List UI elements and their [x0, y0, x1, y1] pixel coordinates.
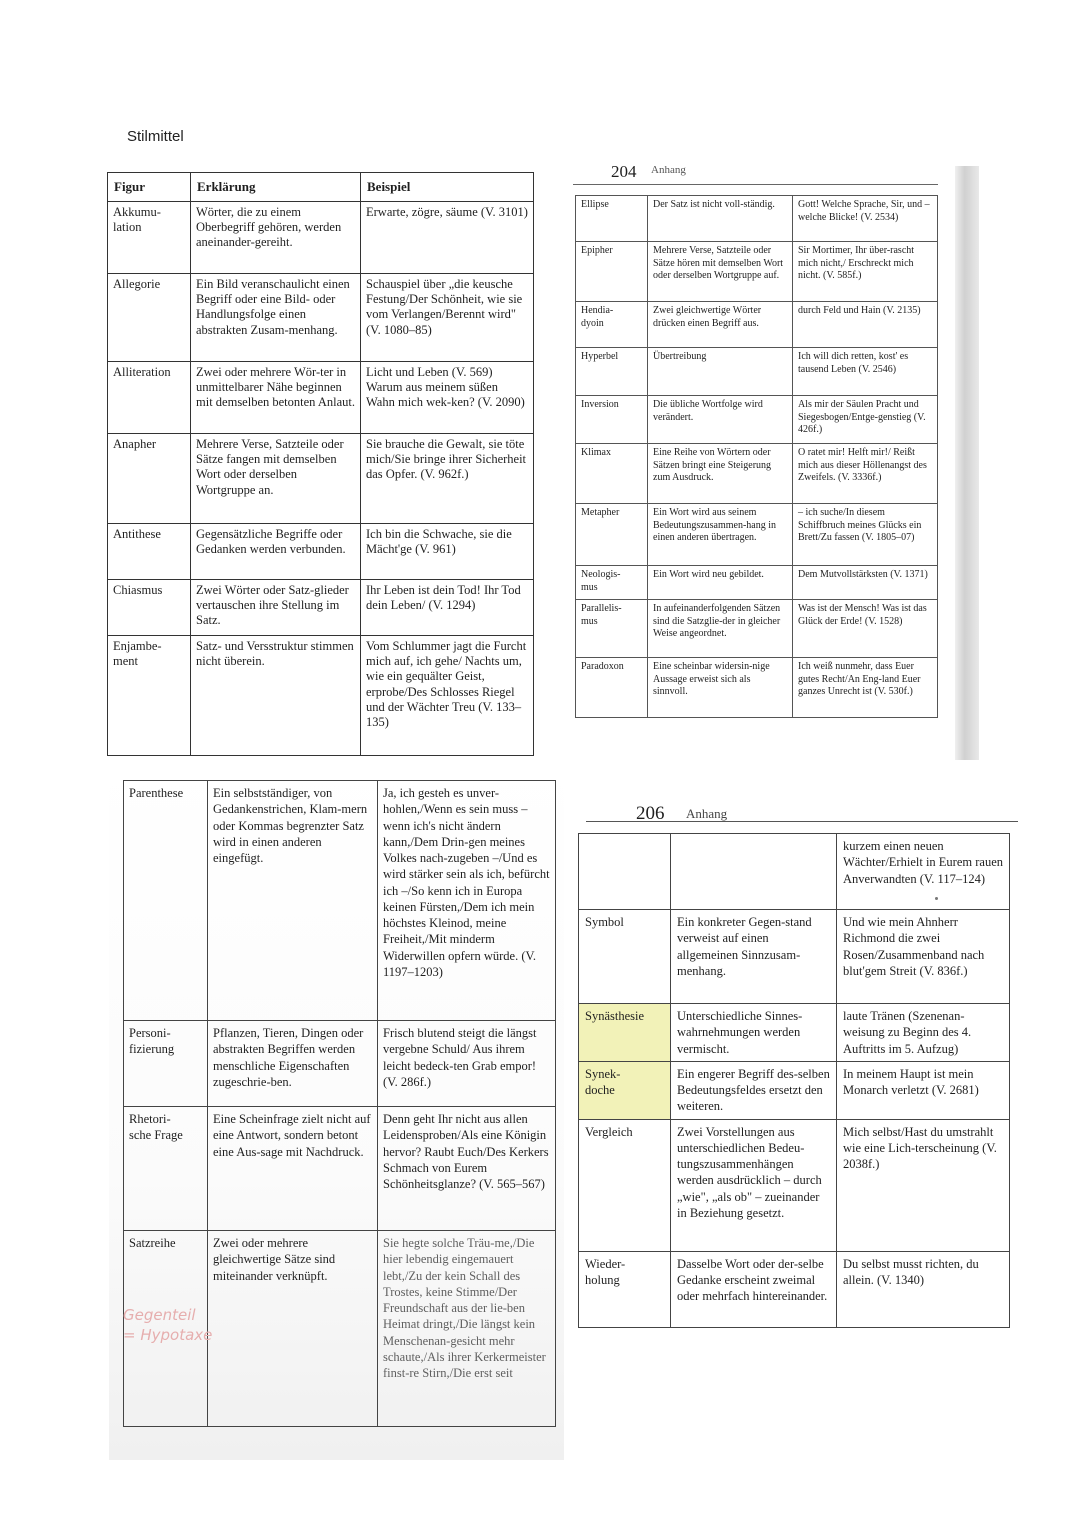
- example-cell: Als mir der Säulen Pracht und Siegesbogen/Entge-genstieg (V. 426f.): [793, 396, 938, 444]
- table-row: [576, 600, 938, 658]
- figure-cell: Metapher: [576, 504, 648, 566]
- ink-dot: [935, 897, 938, 900]
- example-cell: Und wie mein Ahnherr Richmond die zwei Rosen/Zusammenband nach blut'gem Streit (V. 836f.): [837, 910, 1010, 1004]
- explanation-cell: Dasselbe Wort oder der-selbe Gedanke erscheint zweimal oder mehrfach hintereinander.: [671, 1251, 837, 1327]
- explanation-cell: Übertreibung: [648, 348, 793, 396]
- example-cell: Schauspiel über „die keusche Festung/Der Schönheit, wie sie vom Verlangen/Berennt wird" (V. 1080–85): [361, 273, 534, 361]
- figure-cell: Neologis- mus: [576, 566, 648, 600]
- explanation-cell: Ein konkreter Gegen-stand verweist auf einen allgemeinen Sinnzusam-menhang.: [671, 910, 837, 1004]
- table-row: [579, 834, 1010, 910]
- figure-cell: Inversion: [576, 396, 648, 444]
- table-row: [576, 504, 938, 566]
- example-cell: Sir Mortimer, Ihr über-rascht mich nicht,/ Erschreckt mich nicht. (V. 585f.): [793, 242, 938, 302]
- explanation-cell: Zwei oder mehrere gleichwertige Sätze sind miteinander verknüpft.: [208, 1231, 378, 1427]
- handwritten-note: Gegenteil = Hypotaxe: [123, 1306, 213, 1344]
- figure-cell: Hendia- dyoin: [576, 302, 648, 348]
- example-cell: Sie hegte solche Träu-me,/Die hier lebendig eingemauert lebt,/Zu der kein Schall des Trostes, keine Stimme/Der Freundschaft aus der lie-ben Heimat dringt,/Die längst kein Menschenan-gesicht mehr schaute,/Als ihrer Kerkermeister finst-re Stirn,/Die erst seit: [378, 1231, 556, 1427]
- example-cell: Ihr Leben ist dein Tod! Ihr Tod dein Leben/ (V. 1294): [361, 579, 534, 635]
- table-row: [108, 579, 534, 635]
- example-cell: durch Feld und Hain (V. 2135): [793, 302, 938, 348]
- figure-cell: Paradoxon: [576, 658, 648, 718]
- table-header-row: [108, 173, 534, 202]
- explanation-cell: Ein Bild veranschaulicht einen Begriff oder eine Bild- oder Handlungsfolge einen abstrakten Zusam-menhang.: [191, 273, 361, 361]
- table-row: [576, 196, 938, 242]
- table-panel-2: [573, 160, 979, 760]
- example-cell: Ich will dich retten, kost' es tausend Leben (V. 2546): [793, 348, 938, 396]
- table-row: [108, 523, 534, 579]
- example-cell: Sie brauche die Gewalt, sie töte mich/Sie bringe ihrer Sicherheit das Opfer. (V. 962f.): [361, 433, 534, 523]
- header-beispiel: Beispiel: [361, 173, 534, 202]
- example-cell: Denn geht Ihr nicht aus allen Leidensproben/Als eine Königin hervor? Raubt Euch/Des Kerkers Schmach von Eurem Schönheitsglanze? (V. 565–567): [378, 1107, 556, 1231]
- table-row: [576, 444, 938, 504]
- section-label: Anhang: [651, 164, 686, 176]
- figure-cell: Alliteration: [108, 361, 191, 433]
- example-cell: O ratet mir! Helft mir!/ Reißt mich aus dieser Höllenangst des Zweifels. (V. 3336f.): [793, 444, 938, 504]
- table-row: [576, 348, 938, 396]
- explanation-cell: Zwei Wörter oder Satz-glieder vertauschen ihre Stellung im Satz.: [191, 579, 361, 635]
- explanation-cell: Wörter, die zu einem Oberbegriff gehören, werden aneinander-gereiht.: [191, 201, 361, 273]
- page-number: 204: [611, 162, 637, 181]
- explanation-cell: Zwei gleichwertige Wörter drücken einen Begriff aus.: [648, 302, 793, 348]
- explanation-cell: Eine Reihe von Wörtern oder Sätzen bringt eine Steigerung zum Ausdruck.: [648, 444, 793, 504]
- example-cell: Vom Schlummer jagt die Furcht mich auf, ich gehe/ Nachts um, wie ein gequälter Geist, erprobe/Des Schlosses Riegel und der Wächter Treu (V. 133–135): [361, 635, 534, 755]
- explanation-cell: Zwei Vorstellungen aus unterschiedlichen Bedeu-tungszusammenhängen werden ausdrücklich – durch „wie", „als ob" – zueinander in Beziehung gesetzt.: [671, 1119, 837, 1251]
- table-panel-1: [107, 172, 533, 756]
- example-cell: Gott! Welche Sprache, Sir, und – welche Blicke! (V. 2534): [793, 196, 938, 242]
- explanation-cell: Die übliche Wortfolge wird verändert.: [648, 396, 793, 444]
- explanation-cell: Unterschiedliche Sinnes-wahrnehmungen werden vermischt.: [671, 1004, 837, 1062]
- table-panel-4: [578, 785, 1018, 1325]
- explanation-cell: Zwei oder mehrere Wör-ter in unmittelbarer Nähe beginnen mit demselben betonten Anlaut.: [191, 361, 361, 433]
- table-row: [576, 302, 938, 348]
- header-figur: Figur: [108, 173, 191, 202]
- figure-cell: Parallelis- mus: [576, 600, 648, 658]
- example-cell: kurzem einen neuen Wächter/Erhielt in Eurem rauen Anverwandten (V. 117–124): [837, 834, 1010, 910]
- table-row: [108, 433, 534, 523]
- figure-cell: Ellipse: [576, 196, 648, 242]
- table-row: [108, 201, 534, 273]
- example-cell: Dem Mutvollstärksten (V. 1371): [793, 566, 938, 600]
- explanation-cell: Der Satz ist nicht voll-ständig.: [648, 196, 793, 242]
- example-cell: Was ist der Mensch! Was ist das Glück der Erde! (V. 1528): [793, 600, 938, 658]
- table-row: [576, 242, 938, 302]
- figure-cell: Synästhesie: [579, 1004, 671, 1062]
- example-cell: Frisch blutend steigt die längst vergebne Schuld/ Aus ihrem leicht bedeck-ten Grab empor! (V. 286f.): [378, 1021, 556, 1107]
- table-row: [108, 361, 534, 433]
- table-row: [579, 1004, 1010, 1062]
- figure-cell: Chiasmus: [108, 579, 191, 635]
- explanation-cell: Eine Scheinfrage zielt nicht auf eine Antwort, sondern betont eine Aus-sage mit Nachdruck.: [208, 1107, 378, 1231]
- example-cell: Mich selbst/Hast du umstrahlt wie eine Lich-terscheinung (V. 2038f.): [837, 1119, 1010, 1251]
- explanation-cell: [671, 834, 837, 910]
- table-panel-3: [109, 758, 564, 1460]
- table-row: [576, 658, 938, 718]
- figure-cell: Wieder- holung: [579, 1251, 671, 1327]
- explanation-cell: Mehrere Verse, Satzteile oder Sätze fangen mit demselben Wort oder derselben Wortgruppe an.: [191, 433, 361, 523]
- explanation-cell: Gegensätzliche Begriffe oder Gedanken werden verbunden.: [191, 523, 361, 579]
- table-row: [579, 910, 1010, 1004]
- example-cell: Ja, ich gesteh es unver-hohlen,/Wenn es sein muss – wenn ich's nicht ändern kann,/Dem Drin-gen meines Volkes nach-zugeben –/Und es wird stärker sein als ich, befürcht ich –/So kenn ich in Europa keinen Fürsten,/Dem ich mein höchstes Kleinod, meine Freiheit,/Mit minderm Widerwillen opfern würde. (V. 1197–1203): [378, 781, 556, 1021]
- explanation-cell: Ein Wort wird neu gebildet.: [648, 566, 793, 600]
- explanation-cell: Pflanzen, Tieren, Dingen oder abstrakten Begriffen werden menschliche Eigenschaften zugeschrie-ben.: [208, 1021, 378, 1107]
- stilmittel-table-2: [575, 195, 938, 718]
- table-row: [108, 273, 534, 361]
- table-row: [124, 1107, 556, 1231]
- figure-cell: Vergleich: [579, 1119, 671, 1251]
- figure-cell: Klimax: [576, 444, 648, 504]
- example-cell: Ich weiß nunmehr, dass Euer gutes Recht/An Eng-land Euer ganzes Unrecht ist (V. 530f.): [793, 658, 938, 718]
- header-erklaerung: Erklärung: [191, 173, 361, 202]
- example-cell: Licht und Leben (V. 569) Warum aus meinem süßen Wahn mich wek-ken? (V. 2090): [361, 361, 534, 433]
- figure-cell: Symbol: [579, 910, 671, 1004]
- figure-cell: Personi- fizierung: [124, 1021, 208, 1107]
- example-cell: laute Tränen (Szenenan-weisung zu Beginn des 4. Auftritts im 5. Aufzug): [837, 1004, 1010, 1062]
- figure-cell: [579, 834, 671, 910]
- figure-cell: Epipher: [576, 242, 648, 302]
- table-row: [579, 1119, 1010, 1251]
- example-cell: – ich suche/In diesem Schiffbruch meines Glücks ein Brett/Zu fassen (V. 1805–07): [793, 504, 938, 566]
- stilmittel-table-4: [578, 833, 1010, 1328]
- figure-cell: Akkumu- lation: [108, 201, 191, 273]
- figure-cell: Antithese: [108, 523, 191, 579]
- section-label: Anhang: [686, 806, 728, 821]
- example-cell: Ich bin die Schwache, sie die Mächt'ge (V. 961): [361, 523, 534, 579]
- example-cell: In meinem Haupt ist mein Monarch verletzt (V. 2681): [837, 1061, 1010, 1119]
- table-row: [576, 396, 938, 444]
- explanation-cell: Ein Wort wird aus seinem Bedeutungszusammen-hang in einen anderen übertragen.: [648, 504, 793, 566]
- figure-cell: Satzreihe: [124, 1231, 208, 1427]
- explanation-cell: Mehrere Verse, Satzteile oder Sätze hören mit demselben Wort oder derselben Wortgruppe auf.: [648, 242, 793, 302]
- figure-cell: Hyperbel: [576, 348, 648, 396]
- book-spine: [955, 166, 979, 760]
- page-header: [586, 795, 1018, 822]
- stilmittel-table-1: [107, 172, 534, 756]
- table-row: [579, 1251, 1010, 1327]
- figure-cell: Parenthese: [124, 781, 208, 1021]
- figure-cell: Anapher: [108, 433, 191, 523]
- figure-cell: Allegorie: [108, 273, 191, 361]
- page-number: 206: [636, 803, 665, 824]
- explanation-cell: Satz- und Versstruktur stimmen nicht überein.: [191, 635, 361, 755]
- explanation-cell: Ein engerer Begriff des-selben Bedeutungsfeldes ersetzt den weiteren.: [671, 1061, 837, 1119]
- explanation-cell: Ein selbstständiger, von Gedankenstrichen, Klam-mern oder Kommas begrenzter Satz wird in einen anderen eingefügt.: [208, 781, 378, 1021]
- explanation-cell: In aufeinanderfolgenden Sätzen sind die Satzglie-der in gleicher Weise angeordnet.: [648, 600, 793, 658]
- figure-cell: Synek- doche: [579, 1061, 671, 1119]
- page-header: [573, 160, 938, 185]
- example-cell: Erwarte, zögre, säume (V. 3101): [361, 201, 534, 273]
- table-row: [579, 1061, 1010, 1119]
- table-row: [108, 635, 534, 755]
- table-row: [576, 566, 938, 600]
- table-row: [124, 781, 556, 1021]
- table-row: [124, 1021, 556, 1107]
- figure-cell: Enjambe- ment: [108, 635, 191, 755]
- explanation-cell: Eine scheinbar widersin-nige Aussage erweist sich als sinnvoll.: [648, 658, 793, 718]
- figure-cell: Rhetori- sche Frage: [124, 1107, 208, 1231]
- page-title: Stilmittel: [127, 128, 184, 145]
- example-cell: Du selbst musst richten, du allein. (V. 1340): [837, 1251, 1010, 1327]
